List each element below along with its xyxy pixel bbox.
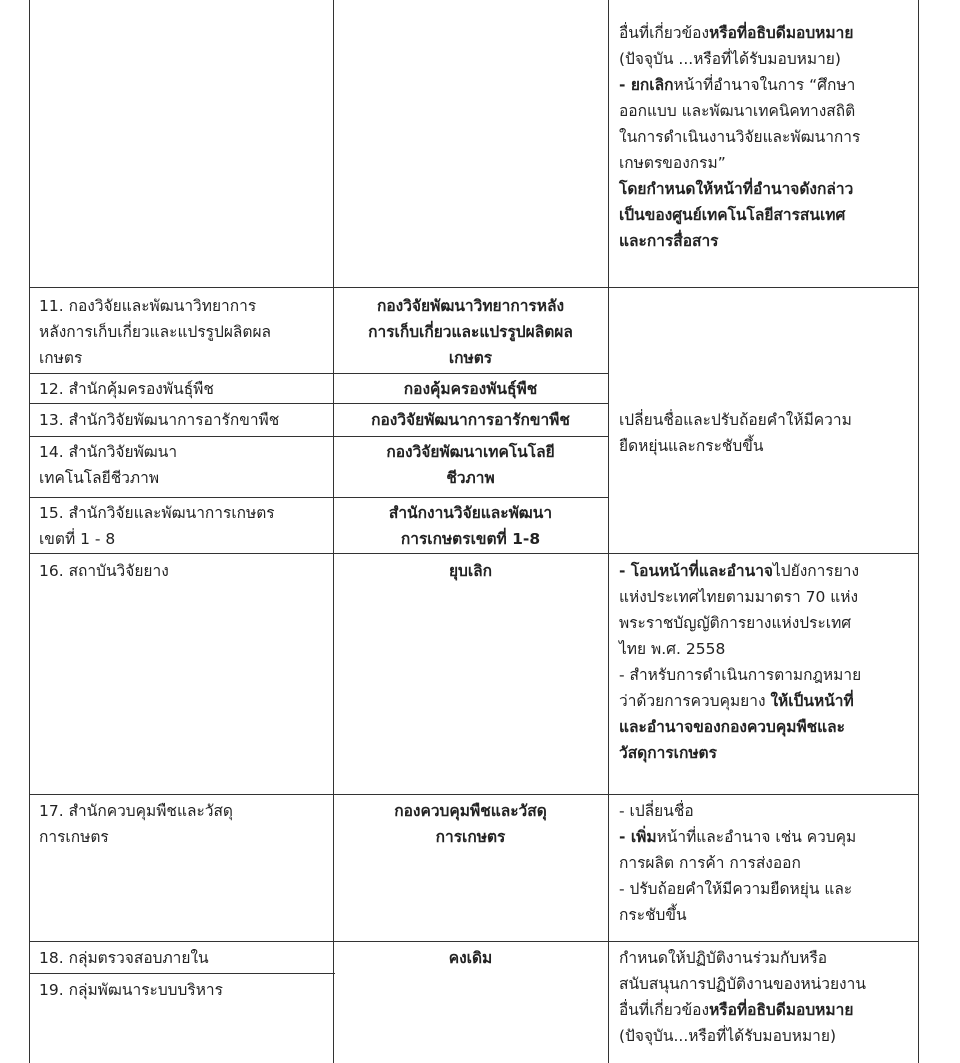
bold-text: และอำนาจของกองควบคุมพืชและ [619, 718, 845, 736]
bold-text: วัสดุการเกษตร [619, 744, 717, 762]
row-divider [29, 436, 608, 437]
bold-text: - ยกเลิก [619, 76, 674, 94]
text: แห่งประเทศไทยตามมาตรา 70 แห่ง [619, 588, 859, 606]
row-divider [29, 794, 918, 795]
description-line [619, 997, 866, 1023]
bold-text: เป็นของศูนย์เทคโนโลยีสารสนเทศ [619, 206, 846, 224]
description-line [619, 46, 860, 72]
unit-old-14: 14. สำนักวิจัยพัฒนา เทคโนโลยีชีวภาพ [39, 443, 178, 487]
description-16 [619, 558, 861, 766]
unit-old-13: 13. สำนักวิจัยพัฒนาการอารักขาพืช [39, 411, 280, 429]
unit-old-12: 12. สำนักคุ้มครองพันธุ์พืช [39, 380, 214, 398]
description-line [619, 228, 860, 254]
unit-old-17: 17. สำนักควบคุมพืชและวัสดุ การเกษตร [39, 802, 233, 846]
unit-new-13: กองวิจัยพัฒนาการอารักขาพืช [371, 411, 570, 429]
text: พระราชบัญญัติการยางแห่งประเทศ [619, 614, 852, 632]
row-divider [29, 941, 918, 942]
description-line [619, 202, 860, 228]
description-line [619, 176, 860, 202]
text: - สำหรับการดำเนินการตามกฎหมาย [619, 666, 862, 684]
row-divider [29, 553, 918, 554]
bold-text: และการสื่อสาร [619, 232, 719, 250]
description-line [619, 945, 866, 971]
text: ไทย พ.ศ. 2558 [619, 640, 726, 658]
unit-new-11: กองวิจัยพัฒนาวิทยาการหลัง การเก็บเกี่ยวและแปรรูปผลิตผล เกษตร [368, 297, 573, 367]
description-line [619, 124, 860, 150]
text: ว่าด้วยการควบคุมยาง [619, 692, 771, 710]
description-line [619, 1023, 866, 1049]
bold-text: ให้เป็นหน้าที่ [770, 692, 854, 710]
description-17 [619, 798, 856, 928]
text: หน้าที่และอำนาจ เช่น ควบคุม [656, 828, 857, 846]
description-line [619, 150, 860, 176]
description-line [619, 688, 861, 714]
description-line [619, 98, 860, 124]
table-border-right [918, 0, 919, 1063]
text: - เปลี่ยนชื่อ [619, 802, 694, 820]
description-line [619, 610, 861, 636]
unit-old-19: 19. กลุ่มพัฒนาระบบบริหาร [39, 981, 223, 999]
description-line [619, 798, 856, 824]
description-line [619, 902, 856, 928]
description-line [619, 558, 861, 584]
description-line [619, 714, 861, 740]
table-border-left [29, 0, 30, 1063]
text: ไปยังการยาง [773, 562, 860, 580]
row-divider [29, 403, 608, 404]
text: ในการดำเนินงานวิจัยและพัฒนาการ [619, 128, 861, 146]
column-divider-2 [608, 0, 609, 1063]
description-line [619, 72, 860, 98]
continuation-description [619, 20, 860, 254]
text: (ปัจจุบัน ...หรือที่ได้รับมอบหมาย) [619, 50, 841, 68]
unit-new-18-19: คงเดิม [448, 949, 493, 967]
unit-new-15: สำนักงานวิจัยและพัฒนา การเกษตรเขตที่ 1-8 [388, 504, 553, 548]
unit-old-11: 11. กองวิจัยและพัฒนาวิทยาการ หลังการเก็บเกี่ยวและแปรรูปผลิตผล เกษตร [39, 297, 272, 367]
description-line [619, 740, 861, 766]
description-line [619, 824, 856, 850]
text: หน้าที่อำนาจในการ “ศึกษา [673, 76, 856, 94]
row-divider [29, 287, 918, 288]
bold-text: หรือที่อธิบดีมอบหมาย [709, 1001, 854, 1019]
text: อื่นที่เกี่ยวข้อง [619, 1001, 710, 1019]
unit-old-15: 15. สำนักวิจัยและพัฒนาการเกษตร เขตที่ 1 - 8 [39, 504, 275, 548]
text: ออกแบบ และพัฒนาเทคนิคทางสถิติ [619, 102, 856, 120]
bold-text: โดยกำหนดให้หน้าที่อำนาจดังกล่าว [619, 180, 854, 198]
description-line [619, 876, 856, 902]
text: (ปัจจุบัน...หรือที่ได้รับมอบหมาย) [619, 1027, 836, 1045]
bold-text: - เพิ่ม [619, 828, 657, 846]
description-line [619, 584, 861, 610]
description-line [619, 20, 860, 46]
description-line [619, 850, 856, 876]
text: สนับสนุนการปฏิบัติงานของหน่วยงาน [619, 975, 866, 993]
unit-new-17: กองควบคุมพืชและวัสดุ การเกษตร [394, 802, 547, 846]
restructure-table [27, 0, 931, 1063]
text: การผลิต การค้า การส่งออก [619, 854, 801, 872]
text: กระชับขึ้น [619, 906, 687, 924]
row-divider [29, 373, 608, 374]
unit-old-16: 16. สถาบันวิจัยยาง [39, 562, 169, 580]
text: กำหนดให้ปฏิบัติงานร่วมกับหรือ [619, 949, 828, 967]
row-divider [29, 973, 335, 974]
unit-old-18: 18. กลุ่มตรวจสอบภายใน [39, 949, 209, 967]
description-line [619, 662, 861, 688]
bold-text: หรือที่อธิบดีมอบหมาย [709, 24, 854, 42]
unit-new-16: ยุบเลิก [448, 562, 493, 580]
description-11-15: เปลี่ยนชื่อและปรับถ้อยคำให้มีความ ยืดหยุ่นและกระชับขึ้น [619, 411, 852, 455]
description-line [619, 636, 861, 662]
text: เกษตรของกรม” [619, 154, 726, 172]
description-line [619, 971, 866, 997]
row-divider [29, 497, 608, 498]
bold-text: - โอนหน้าที่และอำนาจ [619, 562, 774, 580]
unit-new-12: กองคุ้มครองพันธุ์พืช [403, 380, 538, 398]
description-18-19 [619, 945, 866, 1049]
text: - ปรับถ้อยคำให้มีความยืดหยุ่น และ [619, 880, 853, 898]
unit-new-14: กองวิจัยพัฒนาเทคโนโลยี ชีวภาพ [386, 443, 555, 487]
text: อื่นที่เกี่ยวข้อง [619, 24, 710, 42]
